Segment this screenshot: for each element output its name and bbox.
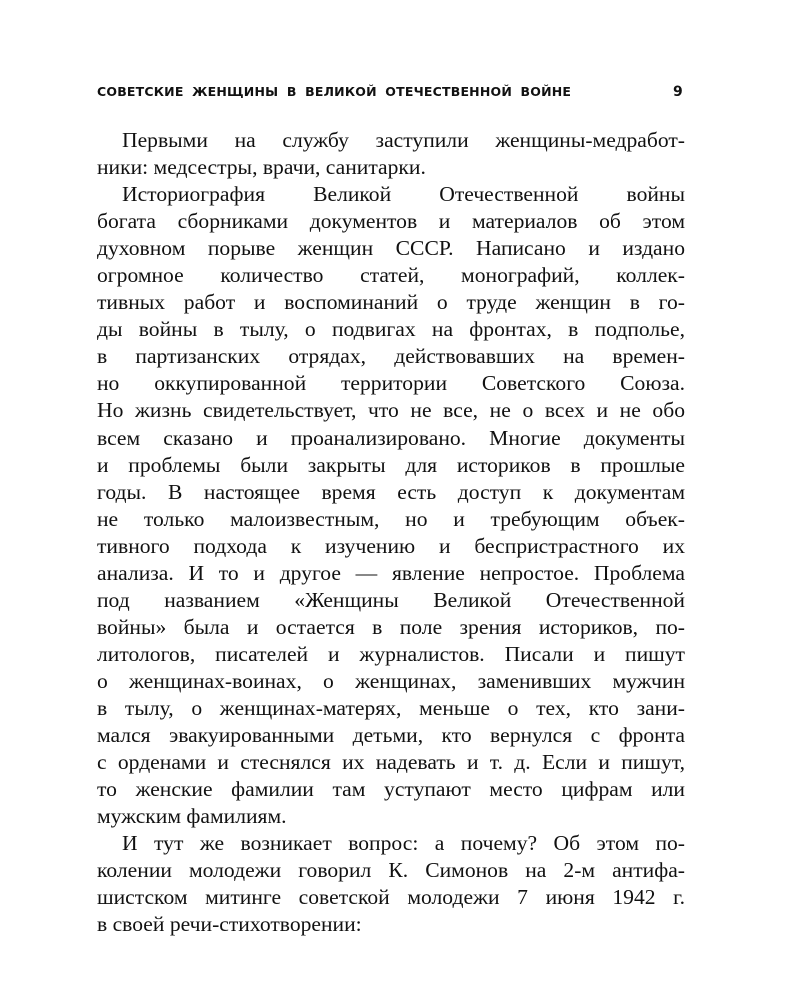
text-line: то женские фамилии там уступают место цифрам или — [97, 777, 685, 802]
running-title: СОВЕТСКИЕ ЖЕНЩИНЫ В ВЕЛИКОЙ ОТЕЧЕСТВЕННОЙ ВОЙНЕ — [97, 84, 572, 99]
text-line: духовном порыве женщин СССР. Написано и издано — [97, 236, 685, 261]
text-line: в партизанских отрядах, действовавших на времен- — [97, 344, 685, 369]
text-line: богата сборниками документов и материалов об этом — [97, 209, 685, 234]
text-line: Историография Великой Отечественной войны — [122, 182, 685, 207]
text-line: но оккупированной территории Советского Союза. — [97, 371, 685, 396]
text-line: огромное количество статей, монографий, коллек- — [97, 263, 685, 288]
text-line: в тылу, о женщинах-матерях, меньше о тех, кто зани- — [97, 695, 685, 720]
text-line: шистском митинге советской молодежи 7 июня 1942 г. — [97, 885, 685, 910]
text-line: войны» была и остается в поле зрения историков, по- — [97, 614, 685, 639]
text-line: мужским фамилиям. — [97, 804, 287, 829]
page-number: 9 — [673, 84, 683, 100]
text-line: о женщинах-воинах, о женщинах, заменивших мужчин — [97, 668, 685, 693]
text-line: Первыми на службу заступили женщины-медработ- — [122, 128, 685, 152]
text-line: под названием «Женщины Великой Отечественной — [97, 587, 685, 612]
text-line: ники: медсестры, врачи, санитарки. — [97, 155, 426, 180]
text-line: в своей речи-стихотворении: — [97, 912, 362, 937]
text-line: всем сказано и проанализировано. Многие документы — [97, 425, 685, 450]
text-line: колении молодежи говорил К. Симонов на 2-м антифа- — [97, 858, 685, 883]
text-line: И тут же возникает вопрос: а почему? Об этом по- — [122, 831, 685, 856]
text-line: Но жизнь свидетельствует, что не все, не о всех и не обо — [97, 398, 685, 423]
text-line: тивного подхода к изучению и беспристрастного их — [97, 533, 685, 558]
text-line: литологов, писателей и журналистов. Писали и пишут — [97, 641, 685, 666]
text-line: анализа. И то и другое — явление непростое. Проблема — [97, 560, 685, 585]
running-header — [97, 84, 687, 104]
text-line: не только малоизвестным, но и требующим объек- — [97, 506, 685, 531]
text-line: с орденами и стеснялся их надевать и т. д. Если и пишут, — [97, 750, 685, 775]
text-line: и проблемы были закрыты для историков в прошлые — [97, 452, 685, 477]
text-line: ды войны в тылу, о подвигах на фронтах, в подполье, — [97, 317, 685, 342]
text-line: тивных работ и воспоминаний о труде женщин в го- — [97, 290, 685, 315]
body-text — [97, 127, 685, 938]
text-line: мался эвакуированными детьми, кто вернулся с фронта — [97, 723, 685, 748]
text-line: годы. В настоящее время есть доступ к документам — [97, 479, 685, 504]
